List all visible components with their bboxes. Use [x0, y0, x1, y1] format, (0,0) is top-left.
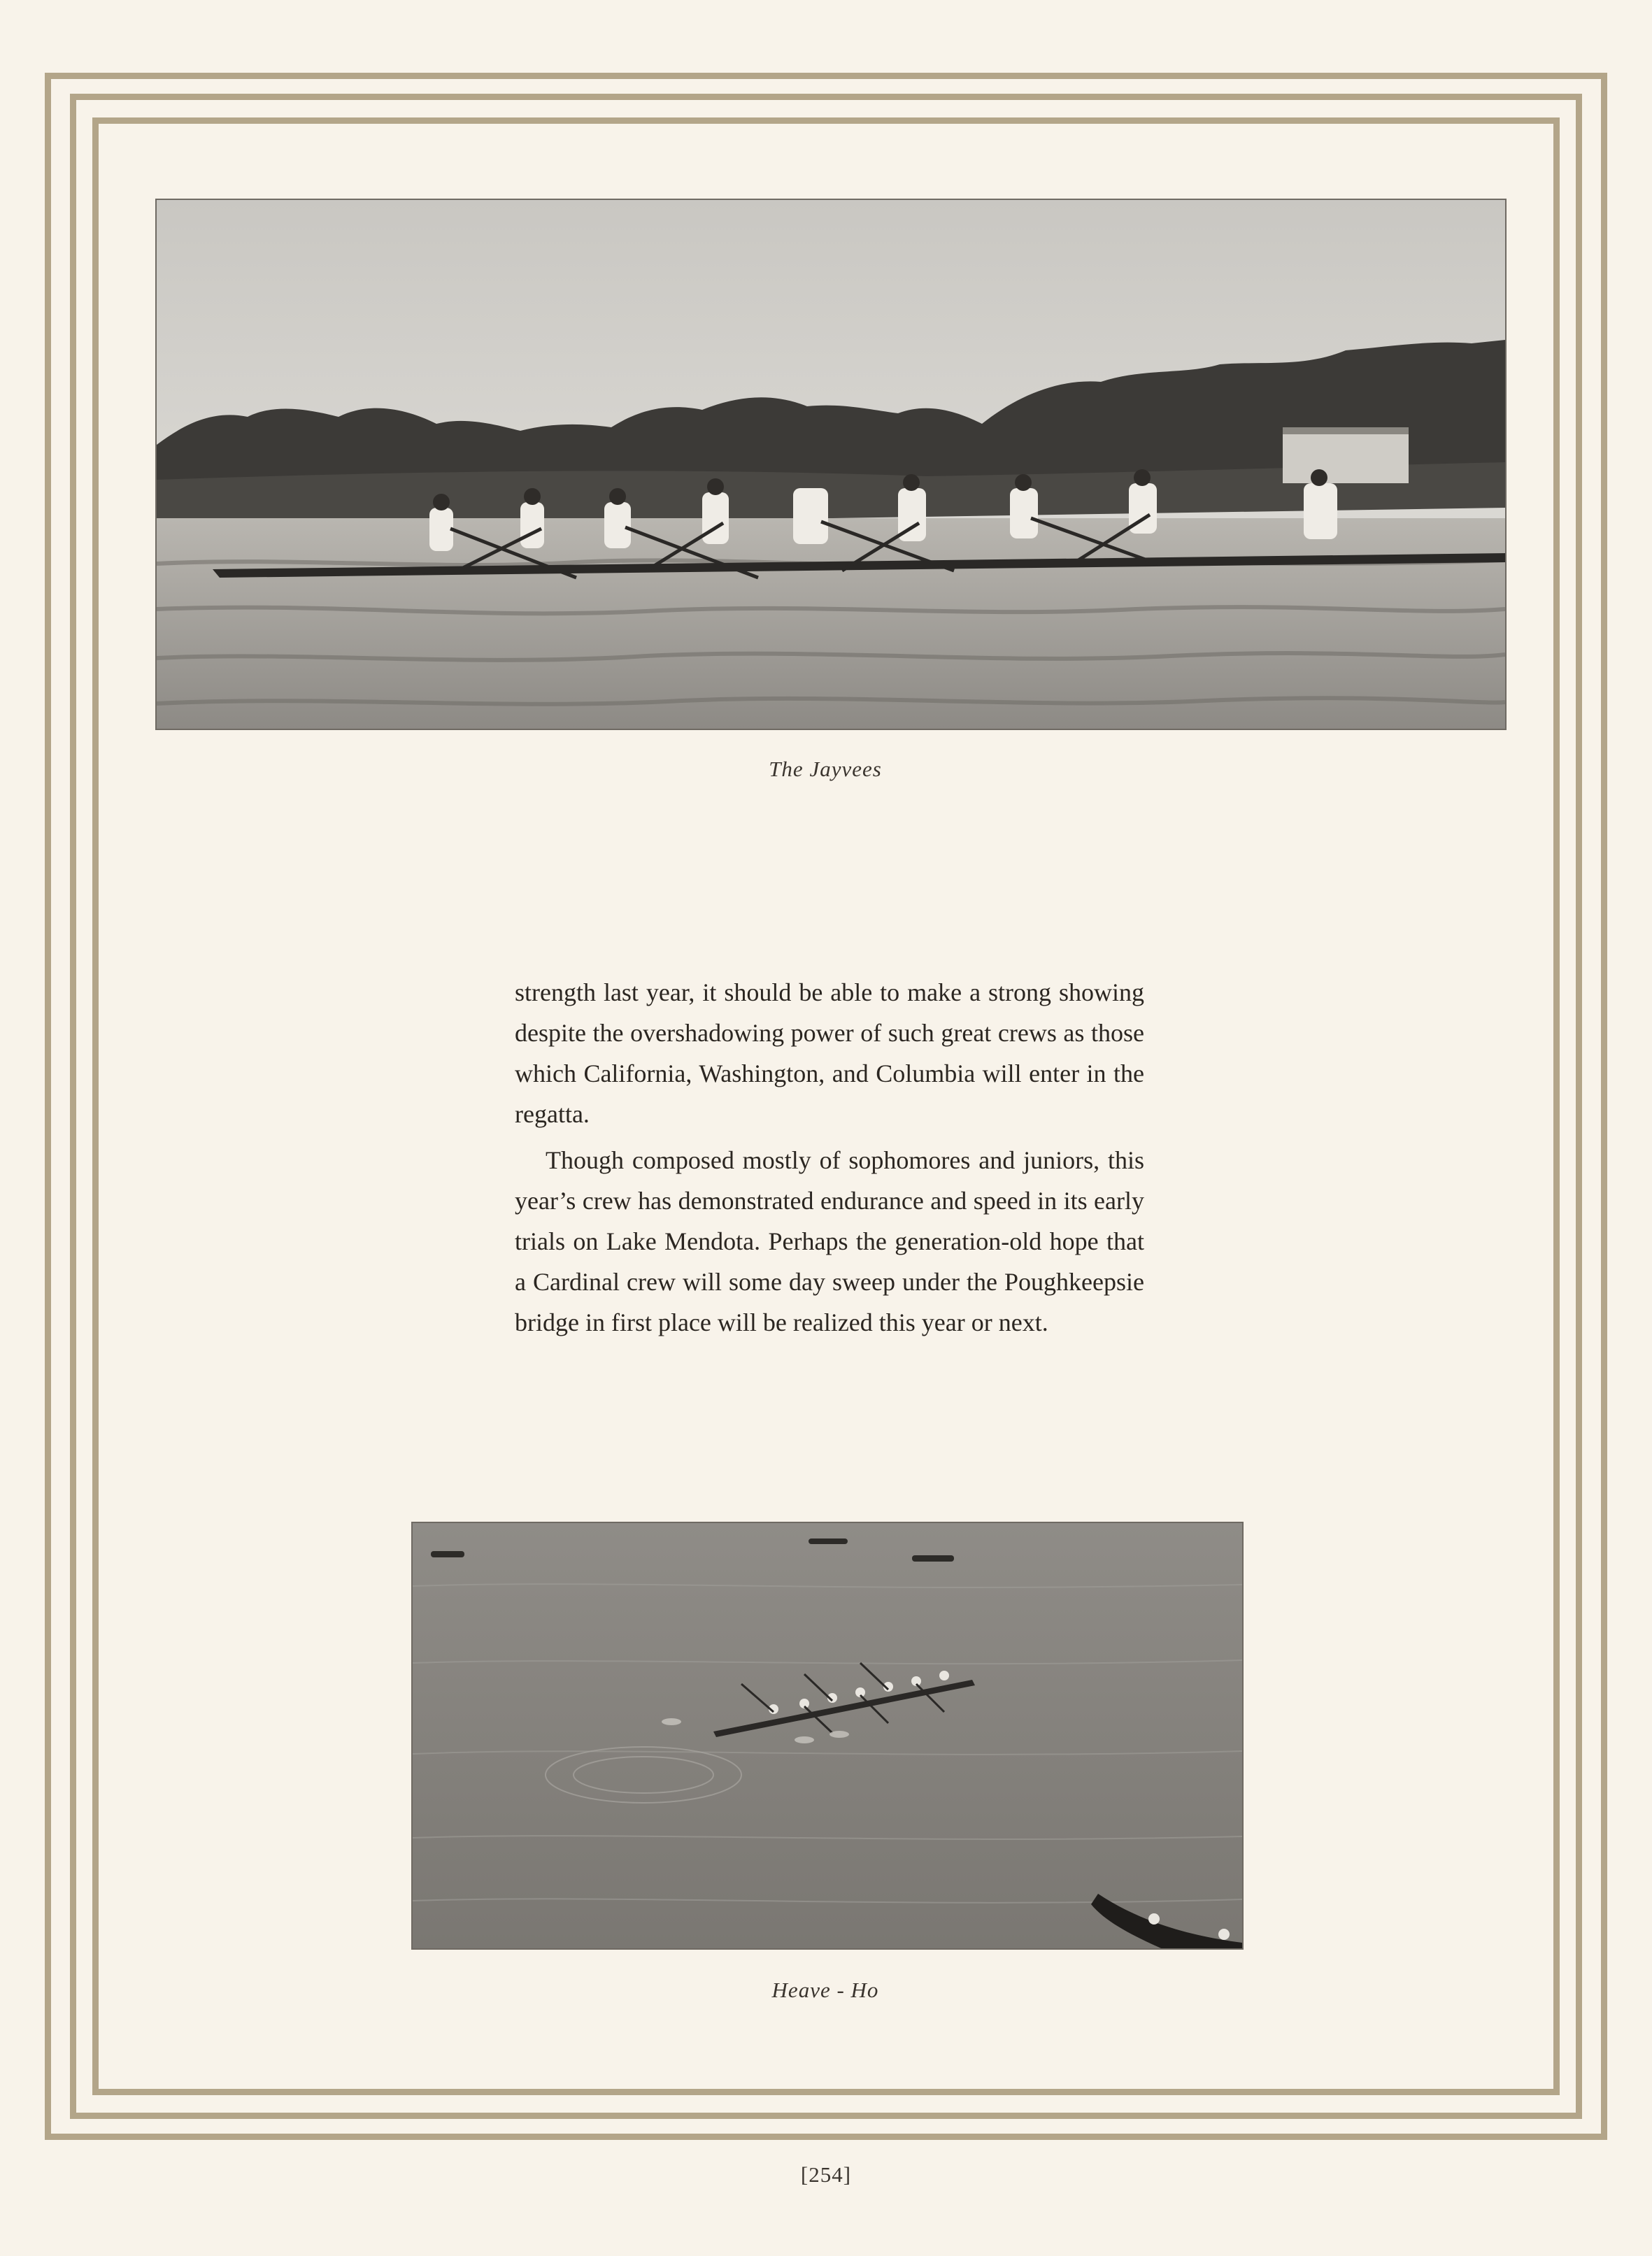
heave-ho-image: [413, 1523, 1242, 1948]
jayvees-rowing-image: [157, 200, 1505, 729]
bottom-photo-caption: Heave - Ho: [771, 1978, 879, 2002]
top-photo-caption: The Jayvees: [769, 757, 882, 781]
heave-ho-photo: [413, 1523, 1242, 1948]
article-text: [515, 972, 1144, 1343]
paragraph-2: Though composed mostly of sophomores and juniors, this year’s crew has demonstrated endurance and speed in its early trials on Lake Mendota. Perhaps the generation-old hope that a Cardinal crew will some day sweep under the Poughkeepsie bridge in first place will be realized this year or next.: [515, 1146, 1144, 1336]
paragraph-1: strength last year, it should be able to make a strong showing despite the overshadowing power of such great crews as those which California, Washington, and Columbia will enter in the regatta.: [515, 978, 1144, 1128]
page-number: [254]: [800, 2162, 852, 2187]
jayvees-rowing-photo: [157, 200, 1505, 729]
